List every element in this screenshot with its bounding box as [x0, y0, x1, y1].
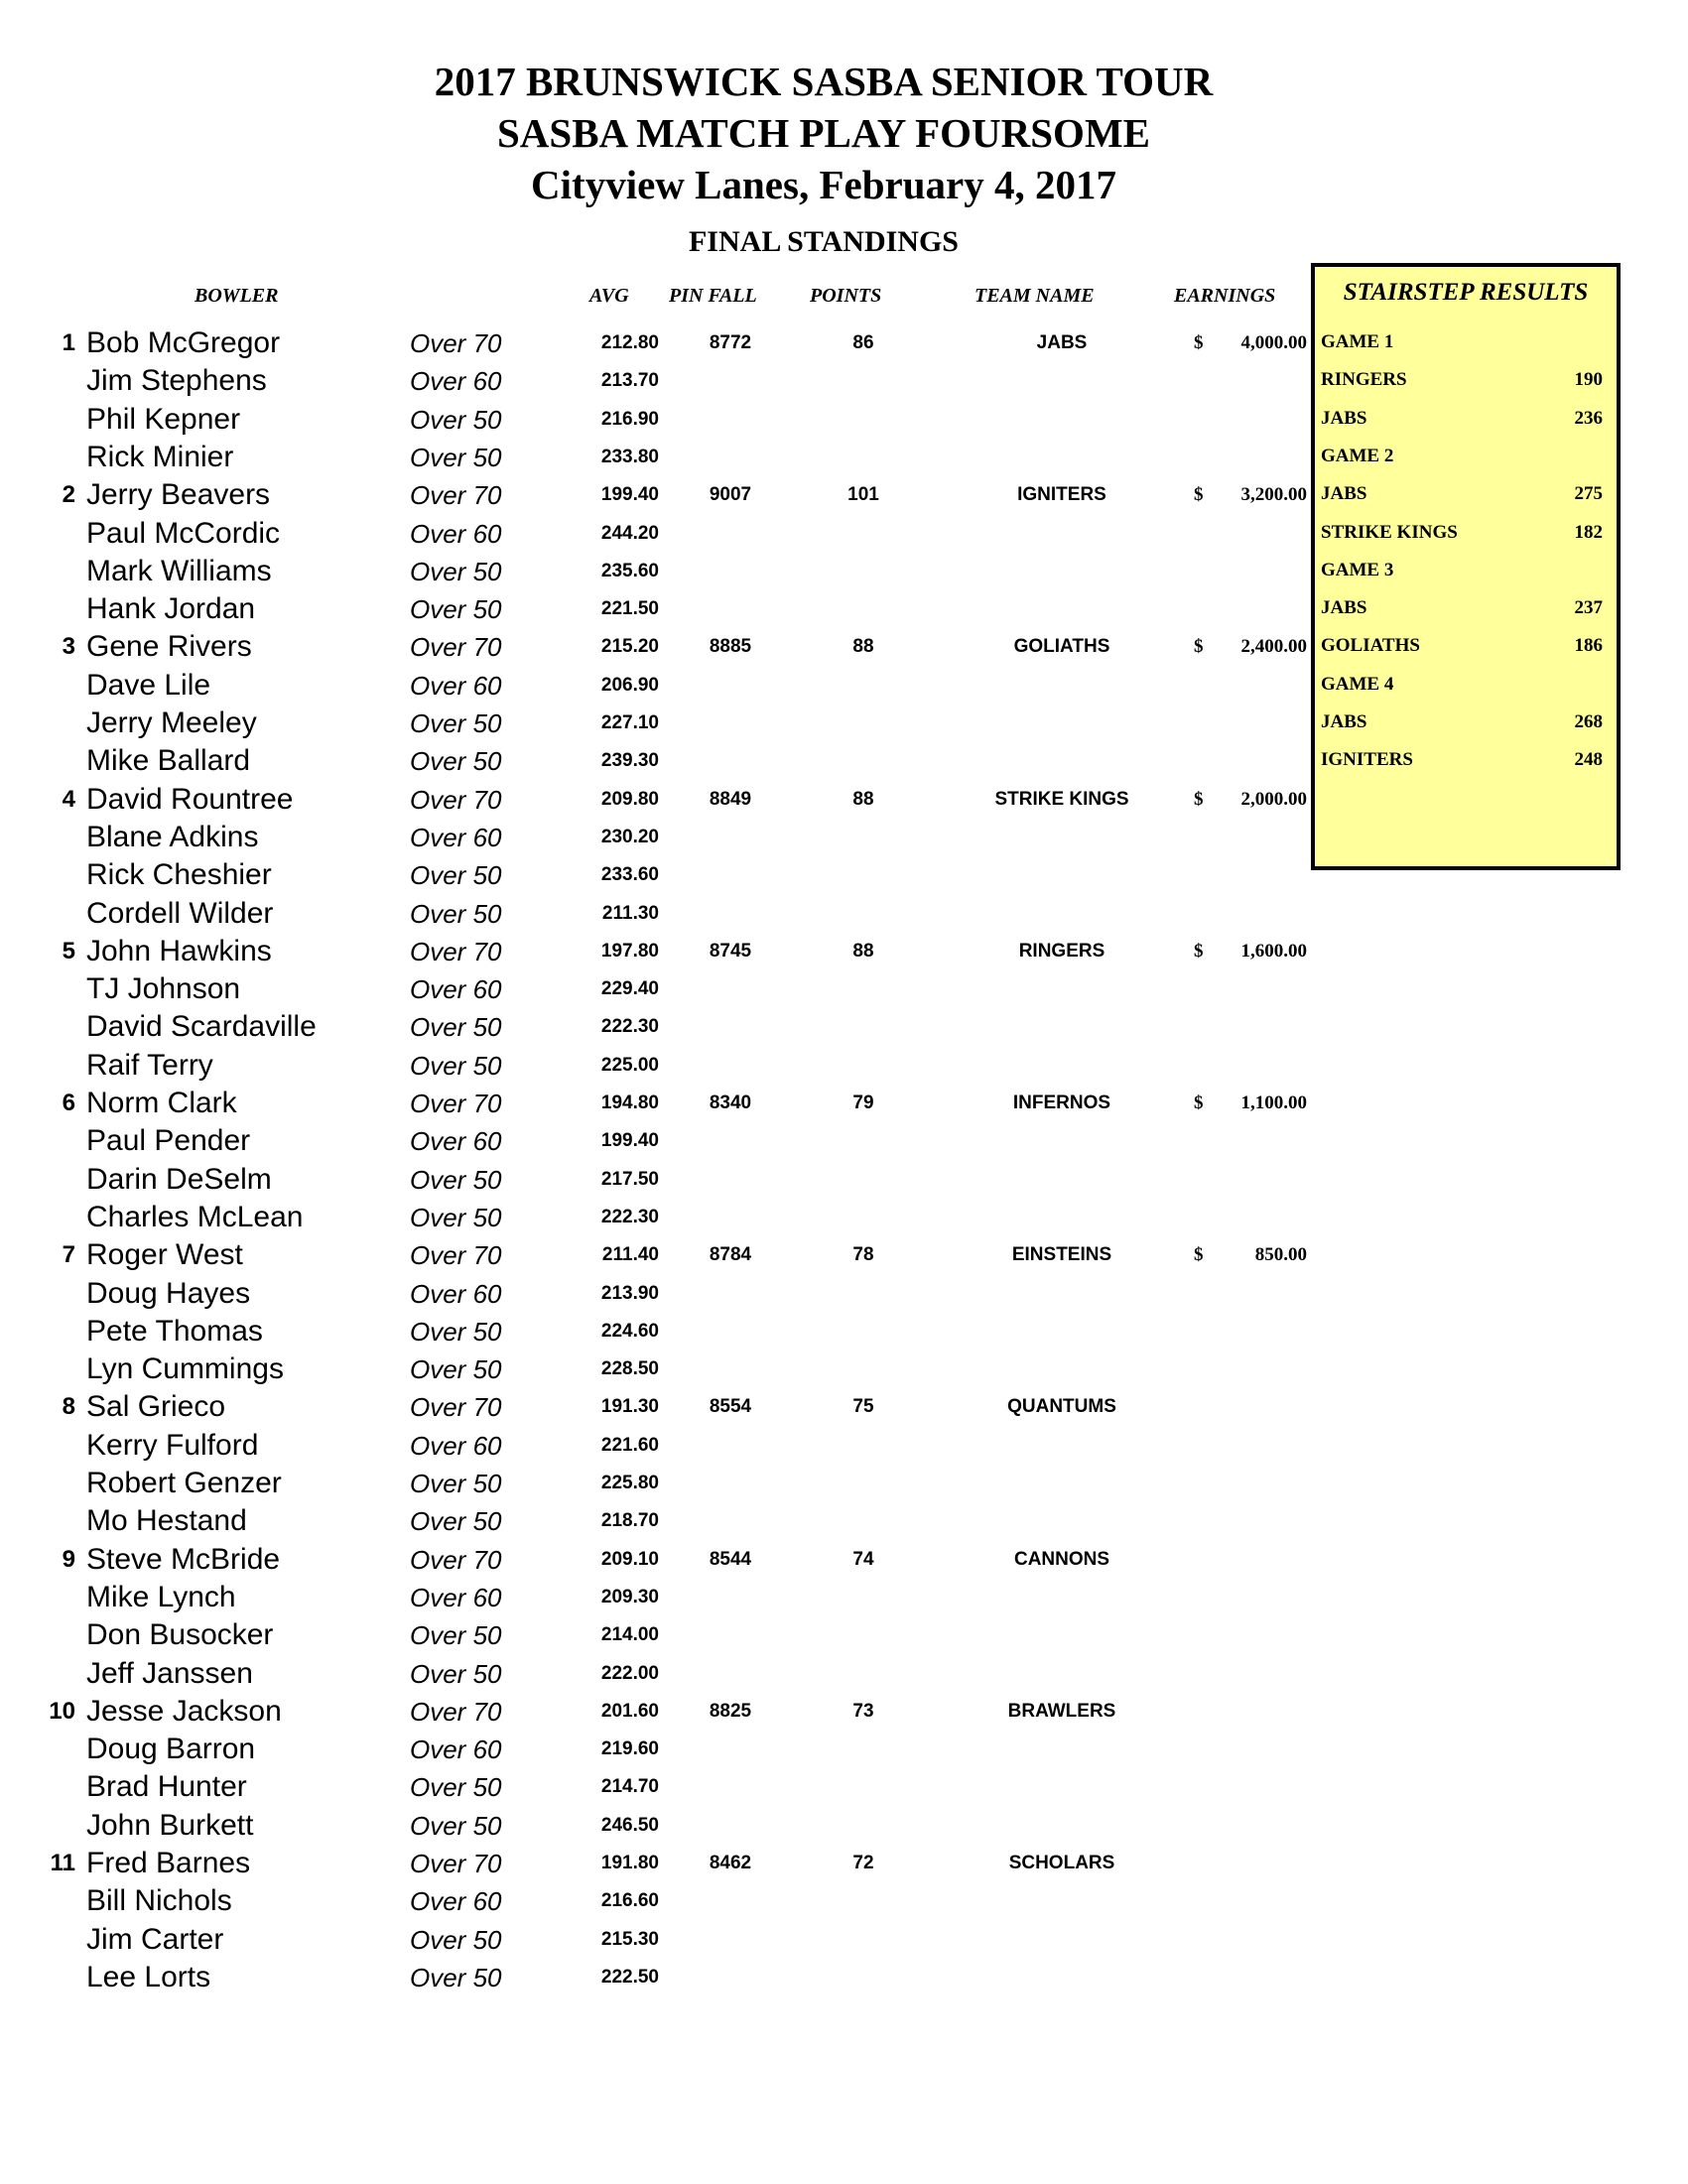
bowler-average: 199.40 [600, 484, 659, 506]
age-division: Over 60 [410, 1734, 502, 1765]
age-division: Over 50 [410, 1354, 502, 1385]
points: 88 [852, 940, 874, 962]
team-lead-row [0, 324, 1310, 362]
stairstep-label: GAME 3 [1321, 559, 1394, 580]
stairstep-label: RINGERS [1321, 369, 1407, 391]
age-division: Over 60 [410, 974, 502, 1005]
bowler-name: David Rountree [86, 782, 294, 816]
age-division: Over 70 [410, 936, 502, 966]
bowler-average: 213.90 [600, 1282, 659, 1304]
table-row [0, 970, 1310, 1008]
age-division: Over 50 [410, 1316, 502, 1347]
table-row [0, 1350, 1310, 1388]
stairstep-result-row [1315, 361, 1617, 399]
table-row [0, 1882, 1310, 1920]
age-division: Over 70 [410, 1544, 502, 1575]
rank-number: 7 [62, 1241, 75, 1269]
stairstep-score: 268 [1574, 711, 1603, 732]
bowler-average: 216.60 [600, 1890, 659, 1912]
column-header-avg: AVG [589, 285, 629, 307]
age-division: Over 50 [410, 1164, 502, 1195]
age-division: Over 70 [410, 328, 502, 358]
age-division: Over 60 [410, 1126, 502, 1157]
bowler-name: Gene Rivers [86, 630, 252, 664]
bowler-average: 225.80 [600, 1473, 659, 1493]
bowler-average: 233.60 [600, 864, 659, 886]
points: 79 [852, 1092, 874, 1113]
bowler-name: David Scardaville [86, 1010, 317, 1044]
stairstep-label: STRIKE KINGS [1321, 521, 1458, 543]
bowler-average: 229.40 [600, 978, 659, 1000]
currency-symbol: $ [1194, 332, 1204, 353]
table-row [0, 1161, 1310, 1199]
bowler-average: 219.60 [600, 1738, 659, 1760]
table-row [0, 1427, 1310, 1465]
stairstep-result-row [1315, 475, 1617, 513]
age-division: Over 50 [410, 1658, 502, 1689]
team-name: GOLIATHS [1013, 636, 1110, 658]
age-division: Over 60 [410, 670, 502, 701]
team-lead-row [0, 1693, 1310, 1731]
team-name: IGNITERS [1017, 484, 1106, 506]
stairstep-label: JABS [1321, 407, 1367, 429]
stairstep-game-row [1315, 323, 1617, 361]
age-division: Over 60 [410, 1582, 502, 1612]
points: 78 [852, 1244, 874, 1266]
subtitle-final-standings: FINAL STANDINGS [688, 225, 959, 258]
column-header-earnings: EARNINGS [1174, 285, 1276, 307]
stairstep-label: JABS [1321, 597, 1367, 619]
team-lead-row [0, 1541, 1310, 1579]
table-row [0, 1199, 1310, 1236]
bowler-average: 221.60 [600, 1434, 659, 1456]
age-division: Over 50 [410, 1012, 502, 1043]
age-division: Over 50 [410, 442, 502, 472]
bowler-name: Bill Nichols [86, 1884, 232, 1918]
bowler-average: 194.80 [600, 1092, 659, 1113]
team-lead-row [0, 1236, 1310, 1274]
rank-number: 3 [62, 633, 75, 661]
age-division: Over 70 [410, 1089, 502, 1118]
bowler-average: 211.40 [601, 1244, 659, 1266]
stairstep-title: STAIRSTEP RESULTS [1343, 279, 1589, 306]
bowler-name: Phil Kepner [86, 402, 241, 436]
bowler-name: Bob McGregor [86, 326, 281, 359]
age-division: Over 50 [410, 556, 502, 586]
bowler-average: 215.30 [600, 1928, 659, 1950]
bowler-average: 206.90 [600, 674, 659, 696]
bowler-name: Mike Ballard [86, 744, 251, 778]
rank-number: 10 [49, 1697, 75, 1725]
table-row [0, 1008, 1310, 1046]
column-header-points: POINTS [810, 285, 882, 307]
earnings: 4,000.00 [1240, 332, 1307, 353]
age-division: Over 70 [410, 1240, 502, 1271]
table-row [0, 1275, 1310, 1313]
pin-fall: 9007 [709, 484, 752, 506]
age-division: Over 50 [410, 594, 502, 625]
bowler-name: Don Busocker [86, 1618, 274, 1652]
team-name: RINGERS [1018, 940, 1105, 962]
stairstep-game-row [1315, 552, 1617, 589]
bowler-name: Dave Lile [86, 668, 211, 702]
bowler-name: Mike Lynch [86, 1580, 236, 1613]
stairstep-score: 237 [1574, 597, 1603, 619]
pin-fall: 8745 [709, 940, 752, 962]
bowler-average: 218.70 [600, 1510, 659, 1532]
team-name: JABS [1036, 332, 1088, 353]
stairstep-results-box [1311, 263, 1621, 870]
table-row [0, 1502, 1310, 1540]
currency-symbol: $ [1194, 788, 1204, 810]
bowler-name: John Hawkins [86, 934, 272, 967]
bowler-average: 222.00 [600, 1662, 659, 1684]
age-division: Over 50 [410, 1620, 502, 1651]
bowler-name: Robert Genzer [86, 1467, 282, 1499]
pin-fall: 8554 [709, 1396, 752, 1418]
table-row [0, 1047, 1310, 1085]
bowler-average: 215.20 [600, 636, 659, 658]
age-division: Over 70 [410, 480, 502, 511]
age-division: Over 70 [410, 632, 502, 663]
age-division: Over 50 [410, 1202, 502, 1232]
earnings: 3,200.00 [1240, 484, 1307, 506]
rank-number: 4 [62, 785, 75, 813]
table-row [0, 856, 1310, 894]
bowler-name: Jim Stephens [86, 364, 267, 398]
team-lead-row [0, 628, 1310, 666]
table-row [0, 401, 1310, 439]
age-division: Over 50 [410, 746, 502, 777]
rank-number: 2 [62, 481, 75, 509]
stairstep-label: JABS [1321, 711, 1367, 732]
points: 73 [852, 1700, 874, 1722]
stairstep-label: GOLIATHS [1321, 635, 1420, 657]
bowler-average: 199.40 [600, 1130, 659, 1152]
bowler-average: 201.60 [600, 1700, 659, 1722]
bowler-average: 216.90 [600, 408, 659, 430]
column-header-pin-fall: PIN FALL [669, 285, 757, 307]
stairstep-label: GAME 1 [1321, 331, 1394, 352]
stairstep-score: 186 [1574, 635, 1603, 657]
bowler-name: Sal Grieco [86, 1390, 226, 1424]
bowler-name: Brad Hunter [86, 1770, 247, 1804]
table-row [0, 1122, 1310, 1160]
table-row [0, 1616, 1310, 1654]
team-lead-row [0, 933, 1310, 970]
bowler-average: 228.50 [600, 1358, 659, 1380]
table-row [0, 553, 1310, 590]
table-row [0, 1959, 1310, 1996]
bowler-average: 209.30 [600, 1586, 659, 1607]
bowler-name: Jerry Meeley [86, 707, 257, 739]
stairstep-score: 190 [1574, 369, 1603, 391]
stairstep-result-row [1315, 741, 1617, 779]
age-division: Over 50 [410, 1772, 502, 1803]
age-division: Over 50 [410, 1962, 502, 1992]
bowler-name: Blane Adkins [86, 820, 259, 853]
bowler-name: Paul McCordic [86, 516, 281, 550]
stairstep-score: 248 [1574, 749, 1603, 771]
pin-fall: 8544 [709, 1548, 752, 1570]
pin-fall: 8340 [709, 1092, 752, 1113]
title-line-2: SASBA MATCH PLAY FOURSOME [497, 110, 1150, 156]
bowler-name: John Burkett [86, 1808, 254, 1842]
bowler-average: 197.80 [600, 940, 659, 962]
bowler-name: Lee Lorts [86, 1960, 211, 1993]
rank-number: 8 [62, 1393, 75, 1421]
team-name: QUANTUMS [1007, 1396, 1116, 1418]
team-name: STRIKE KINGS [994, 788, 1129, 810]
column-header-bowler: BOWLER [195, 285, 279, 307]
bowler-name: Lyn Cummings [86, 1352, 284, 1386]
rank-number: 1 [62, 329, 75, 356]
bowler-name: Hank Jordan [86, 592, 256, 626]
title-line-1: 2017 BRUNSWICK SASBA SENIOR TOUR [434, 59, 1214, 104]
table-row [0, 439, 1310, 476]
bowler-name: Doug Hayes [86, 1276, 251, 1310]
bowler-average: 217.50 [600, 1168, 659, 1190]
stairstep-result-row [1315, 704, 1617, 741]
stairstep-game-row [1315, 666, 1617, 704]
bowler-average: 225.00 [600, 1054, 659, 1076]
age-division: Over 50 [410, 1810, 502, 1841]
bowler-name: Kerry Fulford [86, 1428, 259, 1462]
age-division: Over 50 [410, 898, 502, 929]
table-row [0, 895, 1310, 933]
age-division: Over 60 [410, 1278, 502, 1309]
column-header-team-name: TEAM NAME [974, 285, 1095, 307]
bowler-name: Rick Cheshier [86, 858, 272, 892]
earnings: 2,400.00 [1240, 636, 1307, 658]
bowler-average: 224.60 [600, 1320, 659, 1342]
stairstep-result-row [1315, 627, 1617, 665]
bowler-name: Paul Pender [86, 1124, 251, 1158]
age-division: Over 70 [410, 1696, 502, 1727]
points: 88 [852, 788, 874, 810]
table-row [0, 515, 1310, 553]
table-row [0, 1768, 1310, 1806]
bowler-name: Charles McLean [86, 1200, 304, 1233]
points: 101 [847, 484, 879, 506]
age-division: Over 60 [410, 822, 502, 852]
bowler-name: Darin DeSelm [86, 1162, 272, 1196]
bowler-average: 214.70 [600, 1776, 659, 1798]
points: 74 [852, 1548, 874, 1570]
age-division: Over 50 [410, 1469, 502, 1498]
table-row [0, 1655, 1310, 1693]
earnings: 2,000.00 [1240, 788, 1307, 810]
stairstep-result-row [1315, 589, 1617, 627]
bowler-average: 212.80 [600, 332, 659, 353]
currency-symbol: $ [1194, 636, 1204, 658]
earnings: 1,600.00 [1240, 940, 1307, 962]
team-name: CANNONS [1013, 1548, 1110, 1570]
team-lead-row [0, 1845, 1310, 1882]
currency-symbol: $ [1194, 1092, 1204, 1113]
bowler-average: 209.10 [600, 1548, 659, 1570]
bowler-name: Rick Minier [86, 440, 234, 473]
table-row [0, 362, 1310, 400]
table-row [0, 667, 1310, 705]
currency-symbol: $ [1194, 1244, 1204, 1266]
bowler-average: 233.80 [600, 446, 659, 467]
bowler-average: 211.30 [601, 902, 659, 924]
bowler-name: Fred Barnes [86, 1847, 251, 1879]
table-row [0, 1921, 1310, 1959]
bowler-average: 222.30 [600, 1016, 659, 1038]
age-division: Over 60 [410, 518, 502, 549]
points: 88 [852, 636, 874, 658]
age-division: Over 60 [410, 1886, 502, 1917]
bowler-average: 244.20 [600, 522, 659, 544]
table-row [0, 1807, 1310, 1845]
bowler-average: 191.30 [600, 1396, 659, 1418]
bowler-name: Raif Terry [86, 1048, 213, 1082]
pin-fall: 8772 [709, 332, 752, 353]
pin-fall: 8849 [709, 788, 752, 810]
stairstep-score: 236 [1574, 407, 1603, 429]
bowler-name: Jim Carter [86, 1922, 224, 1956]
pin-fall: 8825 [709, 1700, 752, 1722]
bowler-average: 214.00 [600, 1624, 659, 1646]
currency-symbol: $ [1194, 484, 1204, 506]
earnings: 1,100.00 [1240, 1092, 1307, 1113]
bowler-name: Cordell Wilder [86, 896, 274, 930]
table-row [0, 1465, 1310, 1502]
table-row [0, 1579, 1310, 1616]
age-division: Over 60 [410, 1430, 502, 1461]
points: 72 [852, 1853, 874, 1873]
team-lead-row [0, 781, 1310, 819]
pin-fall: 8784 [709, 1244, 752, 1266]
rank-number: 9 [62, 1545, 75, 1573]
stairstep-result-row [1315, 400, 1617, 438]
rank-number: 5 [62, 937, 75, 964]
bowler-average: 222.50 [600, 1966, 659, 1988]
bowler-average: 230.20 [600, 826, 659, 847]
earnings: 850.00 [1254, 1244, 1307, 1266]
table-row [0, 590, 1310, 628]
bowler-average: 222.30 [600, 1206, 659, 1227]
bowler-average: 239.30 [600, 750, 659, 772]
age-division: Over 50 [410, 708, 502, 738]
team-name: EINSTEINS [1011, 1244, 1112, 1266]
age-division: Over 70 [410, 1849, 502, 1878]
bowler-average: 227.10 [600, 712, 659, 733]
table-row [0, 1313, 1310, 1350]
team-name: SCHOLARS [1008, 1853, 1115, 1873]
team-lead-row [0, 476, 1310, 514]
table-row [0, 742, 1310, 780]
bowler-average: 246.50 [600, 1814, 659, 1836]
age-division: Over 50 [410, 860, 502, 891]
age-division: Over 70 [410, 784, 502, 815]
table-row [0, 705, 1310, 742]
bowler-name: Mark Williams [86, 554, 272, 587]
stairstep-score: 182 [1574, 521, 1603, 543]
age-division: Over 50 [410, 1924, 502, 1955]
bowler-average: 191.80 [600, 1853, 659, 1873]
points: 75 [852, 1396, 874, 1418]
bowler-name: Roger West [86, 1238, 243, 1272]
stairstep-label: GAME 2 [1321, 445, 1394, 466]
bowler-average: 221.50 [600, 598, 659, 620]
title-line-3: Cityview Lanes, February 4, 2017 [531, 162, 1116, 207]
age-division: Over 70 [410, 1392, 502, 1423]
table-row [0, 1731, 1310, 1768]
bowler-name: Doug Barron [86, 1733, 256, 1766]
bowler-average: 235.60 [600, 560, 659, 581]
points: 86 [852, 332, 874, 353]
age-division: Over 60 [410, 366, 502, 397]
team-lead-row [0, 1388, 1310, 1426]
age-division: Over 50 [410, 1506, 502, 1537]
stairstep-label: IGNITERS [1321, 749, 1413, 771]
stairstep-label: JABS [1321, 483, 1367, 505]
currency-symbol: $ [1194, 940, 1204, 962]
bowler-average: 213.70 [600, 370, 659, 392]
bowler-name: Norm Clark [86, 1087, 237, 1119]
bowler-name: Jesse Jackson [86, 1694, 282, 1728]
stairstep-score: 275 [1574, 483, 1603, 505]
bowler-name: TJ Johnson [86, 972, 241, 1006]
rank-number: 6 [62, 1090, 75, 1116]
bowler-average: 209.80 [600, 788, 659, 810]
stairstep-game-row [1315, 438, 1617, 475]
pin-fall: 8462 [709, 1853, 752, 1873]
bowler-name: Mo Hestand [86, 1504, 247, 1538]
bowler-name: Jerry Beavers [86, 478, 271, 512]
pin-fall: 8885 [709, 636, 752, 658]
bowler-name: Jeff Janssen [86, 1656, 253, 1690]
bowler-name: Pete Thomas [86, 1314, 263, 1348]
bowler-name: Steve McBride [86, 1542, 281, 1576]
table-row [0, 819, 1310, 856]
team-lead-row [0, 1085, 1310, 1122]
team-name: BRAWLERS [1007, 1700, 1116, 1722]
stairstep-result-row [1315, 514, 1617, 552]
age-division: Over 50 [410, 404, 502, 435]
age-division: Over 50 [410, 1050, 502, 1081]
stairstep-label: GAME 4 [1321, 673, 1394, 695]
team-name: INFERNOS [1012, 1092, 1111, 1113]
rank-number: 11 [50, 1850, 75, 1876]
